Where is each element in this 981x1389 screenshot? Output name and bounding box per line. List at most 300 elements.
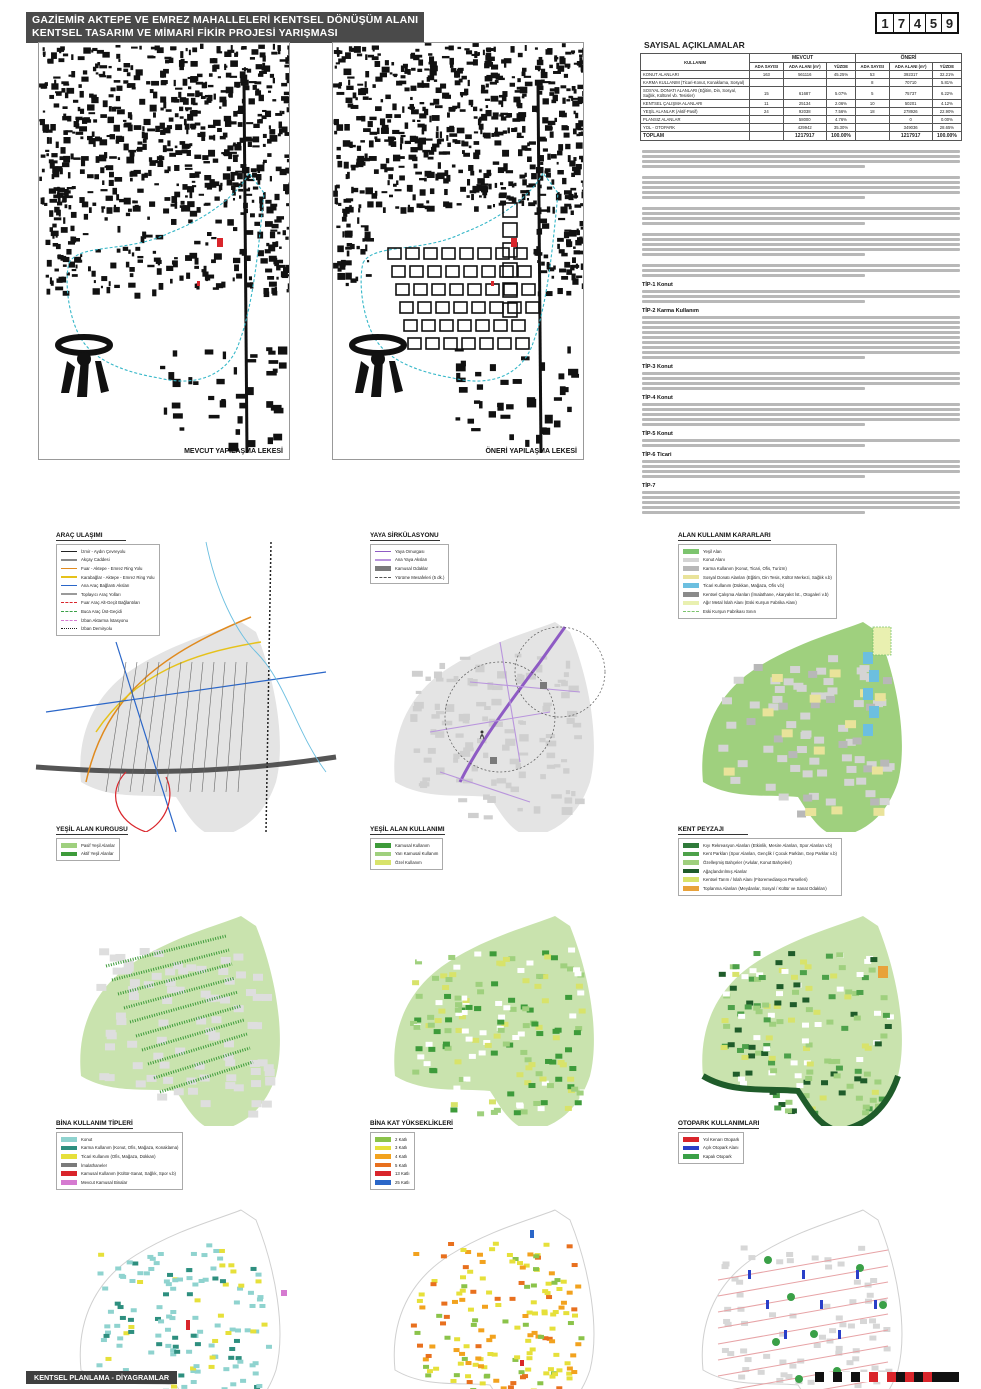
proposed-block	[503, 303, 517, 317]
building-footprint	[479, 169, 482, 172]
site-block	[550, 1327, 556, 1331]
building-footprint	[346, 224, 350, 228]
site-block	[140, 948, 150, 955]
building-footprint	[424, 109, 428, 115]
site-block	[496, 961, 503, 966]
building-footprint	[544, 170, 548, 173]
building-footprint	[351, 187, 353, 194]
building-footprint	[447, 112, 450, 117]
site-block	[555, 1077, 562, 1082]
building-footprint	[343, 210, 347, 217]
site-block	[841, 1026, 848, 1031]
strip-segment	[860, 1372, 869, 1382]
site-block	[836, 1346, 843, 1351]
site-block	[466, 1101, 473, 1106]
site-block	[759, 975, 766, 980]
site-block	[510, 1381, 516, 1385]
legend-label: Açık Otopark Alanı	[703, 1145, 739, 1151]
building-footprint	[205, 242, 208, 245]
building-footprint	[127, 72, 131, 76]
site-block	[779, 794, 789, 801]
building-footprint	[574, 89, 577, 93]
site-block	[538, 1106, 545, 1111]
building-footprint	[561, 85, 567, 88]
site-block	[750, 968, 757, 973]
building-footprint	[543, 98, 549, 104]
building-footprint	[336, 155, 340, 159]
site-block	[764, 1017, 771, 1022]
text-line	[642, 321, 960, 324]
building-footprint	[246, 122, 253, 124]
legend-item	[375, 556, 444, 565]
site-block	[128, 1325, 134, 1329]
site-block	[805, 1076, 812, 1081]
legend-item	[61, 616, 155, 625]
site-block	[836, 1066, 843, 1071]
cell-existing: 35.30%	[826, 124, 855, 132]
building-footprint	[356, 159, 358, 163]
legend-label: Ana Araç Bağlantı Aksları	[81, 583, 130, 589]
building-footprint	[558, 218, 565, 220]
site-block	[862, 1110, 869, 1115]
building-footprint	[45, 150, 49, 152]
building-footprint	[449, 107, 456, 112]
building-footprint	[253, 124, 259, 128]
site-block	[498, 1015, 505, 1020]
public-building	[511, 238, 517, 247]
building-footprint	[151, 81, 159, 86]
building-footprint	[233, 277, 235, 281]
building-footprint	[181, 61, 188, 63]
site-block	[480, 1260, 486, 1264]
proposed-block	[472, 302, 485, 313]
spacer	[642, 258, 960, 262]
site-block	[555, 1054, 562, 1059]
building-footprint	[479, 118, 482, 123]
building-footprint	[235, 171, 242, 173]
building-footprint	[566, 291, 571, 296]
site-block	[441, 1302, 447, 1306]
building-footprint	[337, 261, 341, 266]
cell-proposed: 5.81%	[932, 79, 961, 87]
cell-existing: 4.76%	[826, 116, 855, 124]
building-footprint	[337, 245, 344, 252]
column-subheader: YÜZDE	[932, 63, 961, 71]
building-footprint	[272, 99, 276, 101]
building-footprint	[287, 227, 290, 230]
building-footprint	[399, 132, 405, 134]
building-footprint	[554, 118, 557, 122]
legend-item	[375, 841, 438, 850]
building-footprint	[571, 374, 579, 378]
building-footprint	[442, 56, 450, 58]
building-footprint	[265, 200, 271, 204]
strip-segment	[896, 1372, 905, 1382]
building-footprint	[281, 96, 288, 101]
legend-item	[683, 867, 837, 876]
building-footprint	[134, 75, 140, 80]
building-footprint	[444, 189, 448, 195]
building-footprint	[578, 97, 583, 104]
spacer	[642, 170, 960, 174]
building-footprint	[166, 109, 172, 112]
typology-heading: TİP-3 Konut	[642, 364, 673, 370]
site-block	[831, 806, 842, 814]
building-footprint	[76, 132, 84, 135]
building-footprint	[571, 273, 575, 280]
building-footprint	[449, 46, 454, 51]
site-block	[493, 1242, 499, 1246]
legend-swatch	[375, 566, 391, 571]
cell-proposed: 28.65%	[932, 124, 961, 132]
building-footprint	[361, 116, 365, 122]
building-footprint	[209, 179, 214, 186]
building-footprint	[215, 220, 222, 224]
site-block	[852, 1356, 859, 1361]
building-footprint	[65, 93, 68, 99]
legend-label: Ana Yaya Aksları	[395, 557, 428, 563]
building-footprint	[287, 289, 289, 292]
building-footprint	[545, 49, 552, 55]
building-footprint	[175, 88, 182, 90]
legend-item	[61, 564, 155, 573]
building-footprint	[49, 95, 54, 99]
building-footprint	[344, 124, 350, 131]
building-footprint	[51, 153, 57, 157]
text-line	[642, 423, 865, 426]
legend-swatch	[683, 877, 699, 882]
site-block	[417, 1299, 423, 1303]
building-footprint	[180, 51, 183, 58]
building-footprint	[288, 274, 290, 276]
building-footprint	[581, 67, 584, 71]
proposed-block	[526, 302, 539, 313]
site-block	[748, 1053, 755, 1058]
site-block	[880, 760, 889, 767]
text-line	[642, 465, 960, 468]
site-block	[428, 748, 436, 754]
building-footprint	[207, 187, 212, 190]
building-footprint	[97, 62, 100, 65]
proposed-block	[462, 338, 475, 349]
legend	[370, 838, 443, 870]
legend-item	[375, 1178, 410, 1187]
building-footprint	[68, 205, 71, 209]
site-block	[438, 1009, 445, 1014]
site-block	[428, 1047, 435, 1052]
building-footprint	[363, 128, 371, 132]
site-block	[740, 1081, 747, 1086]
building-footprint	[192, 181, 195, 183]
building-footprint	[138, 259, 143, 262]
proposed-footprint-plan	[333, 43, 584, 460]
site-block	[883, 1013, 890, 1018]
building-footprint	[116, 86, 122, 91]
building-footprint	[278, 133, 281, 136]
building-footprint	[544, 255, 549, 259]
site-block	[550, 1312, 556, 1316]
building-footprint	[275, 113, 282, 116]
site-block	[475, 665, 484, 673]
building-footprint	[247, 255, 251, 261]
building-footprint	[175, 124, 182, 130]
site-block	[819, 1335, 826, 1340]
site-block	[549, 1271, 555, 1275]
text-line	[642, 475, 865, 478]
site-block	[491, 981, 498, 986]
site-block	[536, 1071, 543, 1076]
legend-item	[61, 573, 155, 582]
legend-label: Yaya Omurgası	[395, 548, 425, 554]
diagram-plan	[26, 826, 338, 1126]
building-footprint	[276, 167, 282, 172]
building-footprint	[68, 172, 71, 178]
site-block	[489, 1099, 496, 1104]
site-block	[416, 691, 422, 694]
legend-label: Kentsel Çalışma Alanları (İmalathane, Akaryakıt İst., Otogaleri v.b)	[703, 591, 829, 597]
building-footprint	[581, 192, 584, 198]
text-line	[642, 413, 960, 416]
site-block	[561, 692, 570, 698]
building-footprint	[274, 219, 281, 222]
building-footprint	[466, 195, 469, 198]
building-footprint	[57, 255, 63, 258]
building-footprint	[269, 129, 275, 135]
building-footprint	[220, 185, 223, 190]
building-footprint	[365, 81, 367, 87]
cell-existing: 45.25%	[826, 71, 855, 79]
entry-code-digit: 9	[941, 14, 957, 32]
text-line	[642, 290, 960, 293]
building-footprint	[180, 116, 184, 118]
site-block	[463, 1265, 469, 1269]
text-line	[642, 444, 865, 447]
building-footprint	[179, 65, 184, 70]
site-block	[104, 1324, 110, 1328]
building-footprint	[369, 117, 376, 121]
site-block	[468, 1308, 474, 1312]
legend-swatch	[61, 1146, 77, 1151]
site-block	[428, 1023, 435, 1028]
site-block	[252, 1100, 262, 1107]
site-block	[191, 1334, 197, 1338]
building-footprint	[41, 155, 46, 158]
site-block	[547, 1083, 554, 1088]
building-footprint	[168, 372, 174, 380]
building-footprint	[84, 214, 88, 220]
table-row	[641, 87, 962, 100]
diagram-9	[648, 1120, 960, 1389]
site-block	[564, 797, 572, 803]
building-footprint	[540, 137, 546, 139]
building-footprint	[424, 178, 427, 182]
building-footprint	[494, 140, 501, 145]
building-footprint	[144, 173, 148, 178]
building-footprint	[530, 164, 536, 169]
site-block	[172, 1336, 178, 1340]
site-block	[440, 1321, 446, 1325]
building-footprint	[443, 201, 449, 206]
site-block	[734, 677, 744, 684]
building-footprint	[267, 153, 271, 157]
building-footprint	[164, 408, 167, 415]
site-block	[539, 738, 545, 742]
legend-item	[375, 1169, 410, 1178]
site-block	[575, 1285, 581, 1289]
building-footprint	[531, 173, 537, 179]
legend-swatch	[683, 601, 699, 606]
legend-item	[61, 1152, 178, 1161]
site-block	[495, 1297, 501, 1301]
site-block	[863, 765, 872, 772]
building-footprint	[337, 147, 341, 150]
building-footprint	[233, 156, 238, 162]
building-footprint	[89, 138, 96, 144]
diagram-title: OTOPARK KULLANIMLARI	[678, 1120, 760, 1127]
site-block	[445, 1017, 452, 1022]
building-footprint	[560, 207, 567, 214]
building-footprint	[100, 114, 107, 118]
public-building	[197, 281, 200, 286]
site-block	[253, 994, 263, 1001]
building-footprint	[178, 92, 181, 98]
site-block	[543, 1371, 549, 1375]
legend-item	[683, 884, 837, 893]
building-footprint	[480, 109, 483, 112]
cell-proposed: 1217917	[889, 132, 932, 141]
building-footprint	[269, 256, 277, 262]
building-footprint	[333, 83, 338, 87]
cell-existing	[750, 79, 783, 87]
text-line	[642, 331, 960, 334]
site-block	[444, 1315, 450, 1319]
logo-icon	[58, 337, 110, 397]
building-footprint	[449, 133, 457, 137]
cell-proposed: 22.90%	[932, 108, 961, 116]
site-block	[474, 1006, 481, 1011]
site-block	[533, 1101, 540, 1106]
site-block	[175, 1048, 185, 1055]
building-footprint	[276, 260, 279, 265]
building-footprint	[466, 50, 472, 54]
building-footprint	[486, 48, 494, 51]
building-footprint	[94, 174, 99, 179]
site-block	[883, 1327, 890, 1332]
building-footprint	[167, 166, 170, 171]
building-footprint	[460, 109, 466, 112]
building-footprint	[220, 400, 226, 407]
building-footprint	[201, 126, 206, 129]
site-block	[738, 1375, 745, 1380]
building-footprint	[112, 188, 117, 195]
building-footprint	[491, 96, 499, 102]
building-footprint	[279, 260, 283, 264]
site-block	[505, 729, 515, 733]
building-footprint	[276, 216, 284, 219]
site-block	[775, 686, 785, 693]
building-footprint	[266, 207, 273, 214]
site-block	[174, 1350, 180, 1354]
building-footprint	[347, 243, 352, 247]
building-footprint	[457, 102, 460, 108]
building-footprint	[410, 136, 416, 142]
site-block	[210, 1266, 216, 1270]
building-footprint	[376, 202, 382, 208]
building-footprint	[123, 69, 128, 72]
building-footprint	[126, 213, 130, 216]
building-footprint	[99, 75, 106, 77]
building-footprint	[502, 150, 509, 157]
building-footprint	[186, 273, 190, 279]
site-block	[577, 1090, 584, 1095]
site-block	[806, 1070, 813, 1075]
site-block	[426, 1042, 433, 1047]
site-block	[459, 1298, 465, 1302]
building-footprint	[208, 396, 214, 400]
site-block	[434, 1029, 441, 1034]
building-footprint	[349, 46, 352, 51]
site-block	[730, 777, 740, 784]
building-footprint	[426, 200, 429, 203]
site-block	[826, 1020, 833, 1025]
building-footprint	[99, 139, 107, 145]
legend-item	[683, 573, 832, 582]
cell-proposed: 278926	[889, 108, 932, 116]
building-footprint	[346, 86, 353, 90]
building-footprint	[217, 128, 222, 132]
row-label: KARMA KULLANIM (Ticari-Konut, Konaklama, Sosyal)	[641, 79, 750, 87]
legend-swatch	[375, 551, 391, 553]
site-block	[491, 779, 496, 785]
site-block	[558, 680, 566, 683]
building-footprint	[287, 79, 290, 83]
building-footprint	[264, 65, 271, 71]
text-line	[642, 253, 865, 256]
building-footprint	[424, 68, 429, 70]
building-footprint	[100, 189, 107, 191]
site-block	[579, 1096, 586, 1101]
building-footprint	[109, 156, 117, 159]
site-block	[467, 1380, 473, 1384]
text-line	[642, 470, 960, 473]
explanation-text	[642, 148, 960, 516]
building-footprint	[118, 59, 120, 62]
site-block	[498, 1028, 505, 1033]
site-block	[117, 1336, 123, 1340]
cell-proposed	[856, 116, 889, 124]
site-block	[450, 1379, 456, 1383]
building-footprint	[49, 210, 53, 217]
building-footprint	[54, 217, 61, 220]
building-footprint	[257, 168, 260, 173]
proposed-block	[410, 266, 423, 277]
site-block	[218, 1314, 224, 1318]
site-block	[102, 1287, 108, 1291]
legend-swatch	[683, 592, 699, 597]
legend-swatch	[683, 583, 699, 588]
building-footprint	[109, 172, 114, 178]
legend-item	[61, 1135, 178, 1144]
building-footprint	[87, 191, 93, 193]
building-footprint	[499, 194, 506, 199]
existing-footprint-plan	[39, 43, 290, 460]
building-footprint	[401, 207, 407, 214]
building-footprint	[288, 104, 290, 107]
building-footprint	[108, 117, 115, 123]
text-line	[642, 341, 960, 344]
cell-proposed: 6.22%	[932, 87, 961, 100]
site-block	[497, 1020, 504, 1025]
